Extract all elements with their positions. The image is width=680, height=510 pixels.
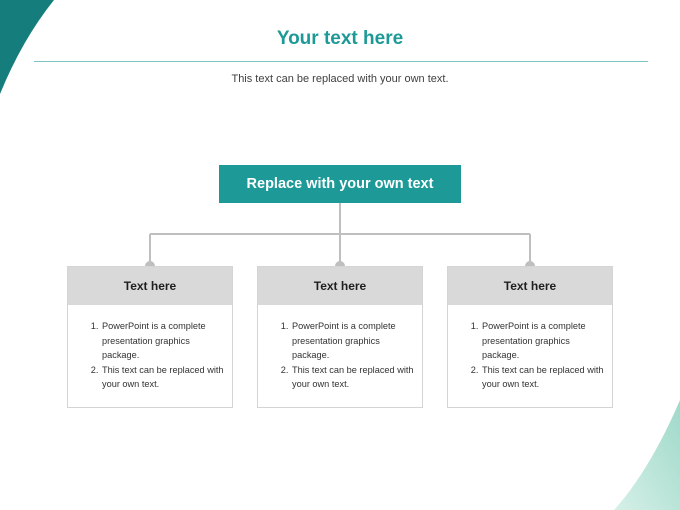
list-item: 1. PowerPoint is a complete presentation graphics package. (481, 319, 604, 363)
child-card-2 (257, 266, 423, 408)
card-header: Text here (258, 267, 422, 305)
root-node: Replace with your own text (219, 165, 461, 203)
page-title: Your text here (276, 28, 404, 49)
child-card-3 (447, 266, 613, 408)
child-card-1 (67, 266, 233, 408)
list-item: 1. PowerPoint is a complete presentation graphics package. (101, 319, 224, 363)
card-list (68, 305, 232, 392)
card-header: Text here (68, 267, 232, 305)
page-subtitle: This text can be replaced with your own text. (231, 73, 449, 85)
card-header: Text here (448, 267, 612, 305)
list-item: 2. This text can be replaced with your own text. (101, 363, 224, 392)
list-item: 2. This text can be replaced with your own text. (481, 363, 604, 392)
list-item: 1. PowerPoint is a complete presentation graphics package. (291, 319, 414, 363)
card-list (258, 305, 422, 392)
list-item: 2. This text can be replaced with your own text. (291, 363, 414, 392)
card-list (448, 305, 612, 392)
